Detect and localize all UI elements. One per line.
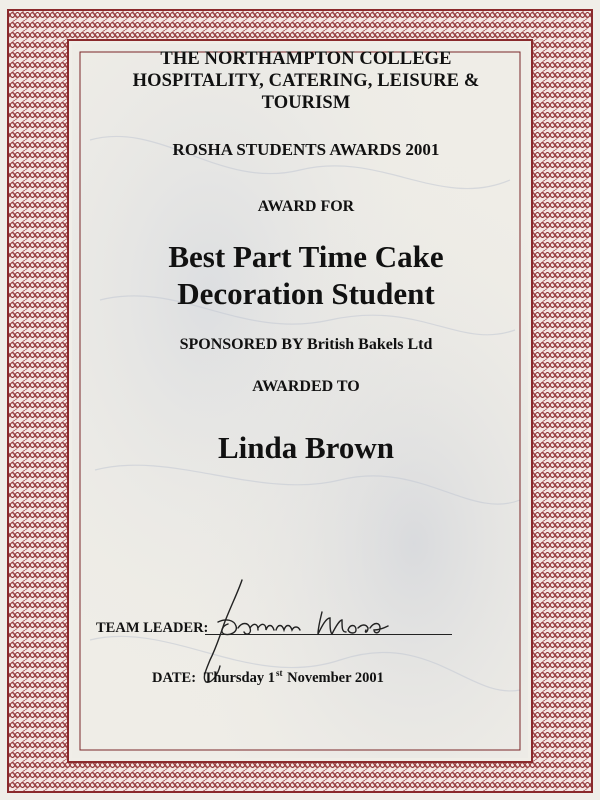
award-title-line-2: Decoration Student xyxy=(177,276,435,311)
date-value xyxy=(204,670,384,686)
awarded-to-label: AWARDED TO xyxy=(252,378,360,395)
certificate-body xyxy=(86,48,526,466)
college-name: THE NORTHAMPTON COLLEGE xyxy=(160,49,452,69)
awards-title: ROSHA STUDENTS AWARDS 2001 xyxy=(172,140,440,159)
department-line-2: TOURISM xyxy=(261,93,351,113)
award-title xyxy=(86,238,526,312)
date-day: Thursday 1 xyxy=(203,670,275,686)
award-for-label: AWARD FOR xyxy=(257,198,355,215)
team-leader-label: TEAM LEADER: xyxy=(96,620,209,636)
department-line-1: HOSPITALITY, CATERING, LEISURE & xyxy=(132,71,480,91)
date-rest: November 2001 xyxy=(287,670,384,686)
date-suffix: st xyxy=(276,668,283,678)
award-title-line-1: Best Part Time Cake xyxy=(168,239,444,274)
date-row xyxy=(152,668,384,687)
recipient-name: Linda Brown xyxy=(217,430,395,465)
sponsor-line: SPONSORED BY British Bakels Ltd xyxy=(179,336,433,353)
date-label: DATE: xyxy=(152,670,197,686)
